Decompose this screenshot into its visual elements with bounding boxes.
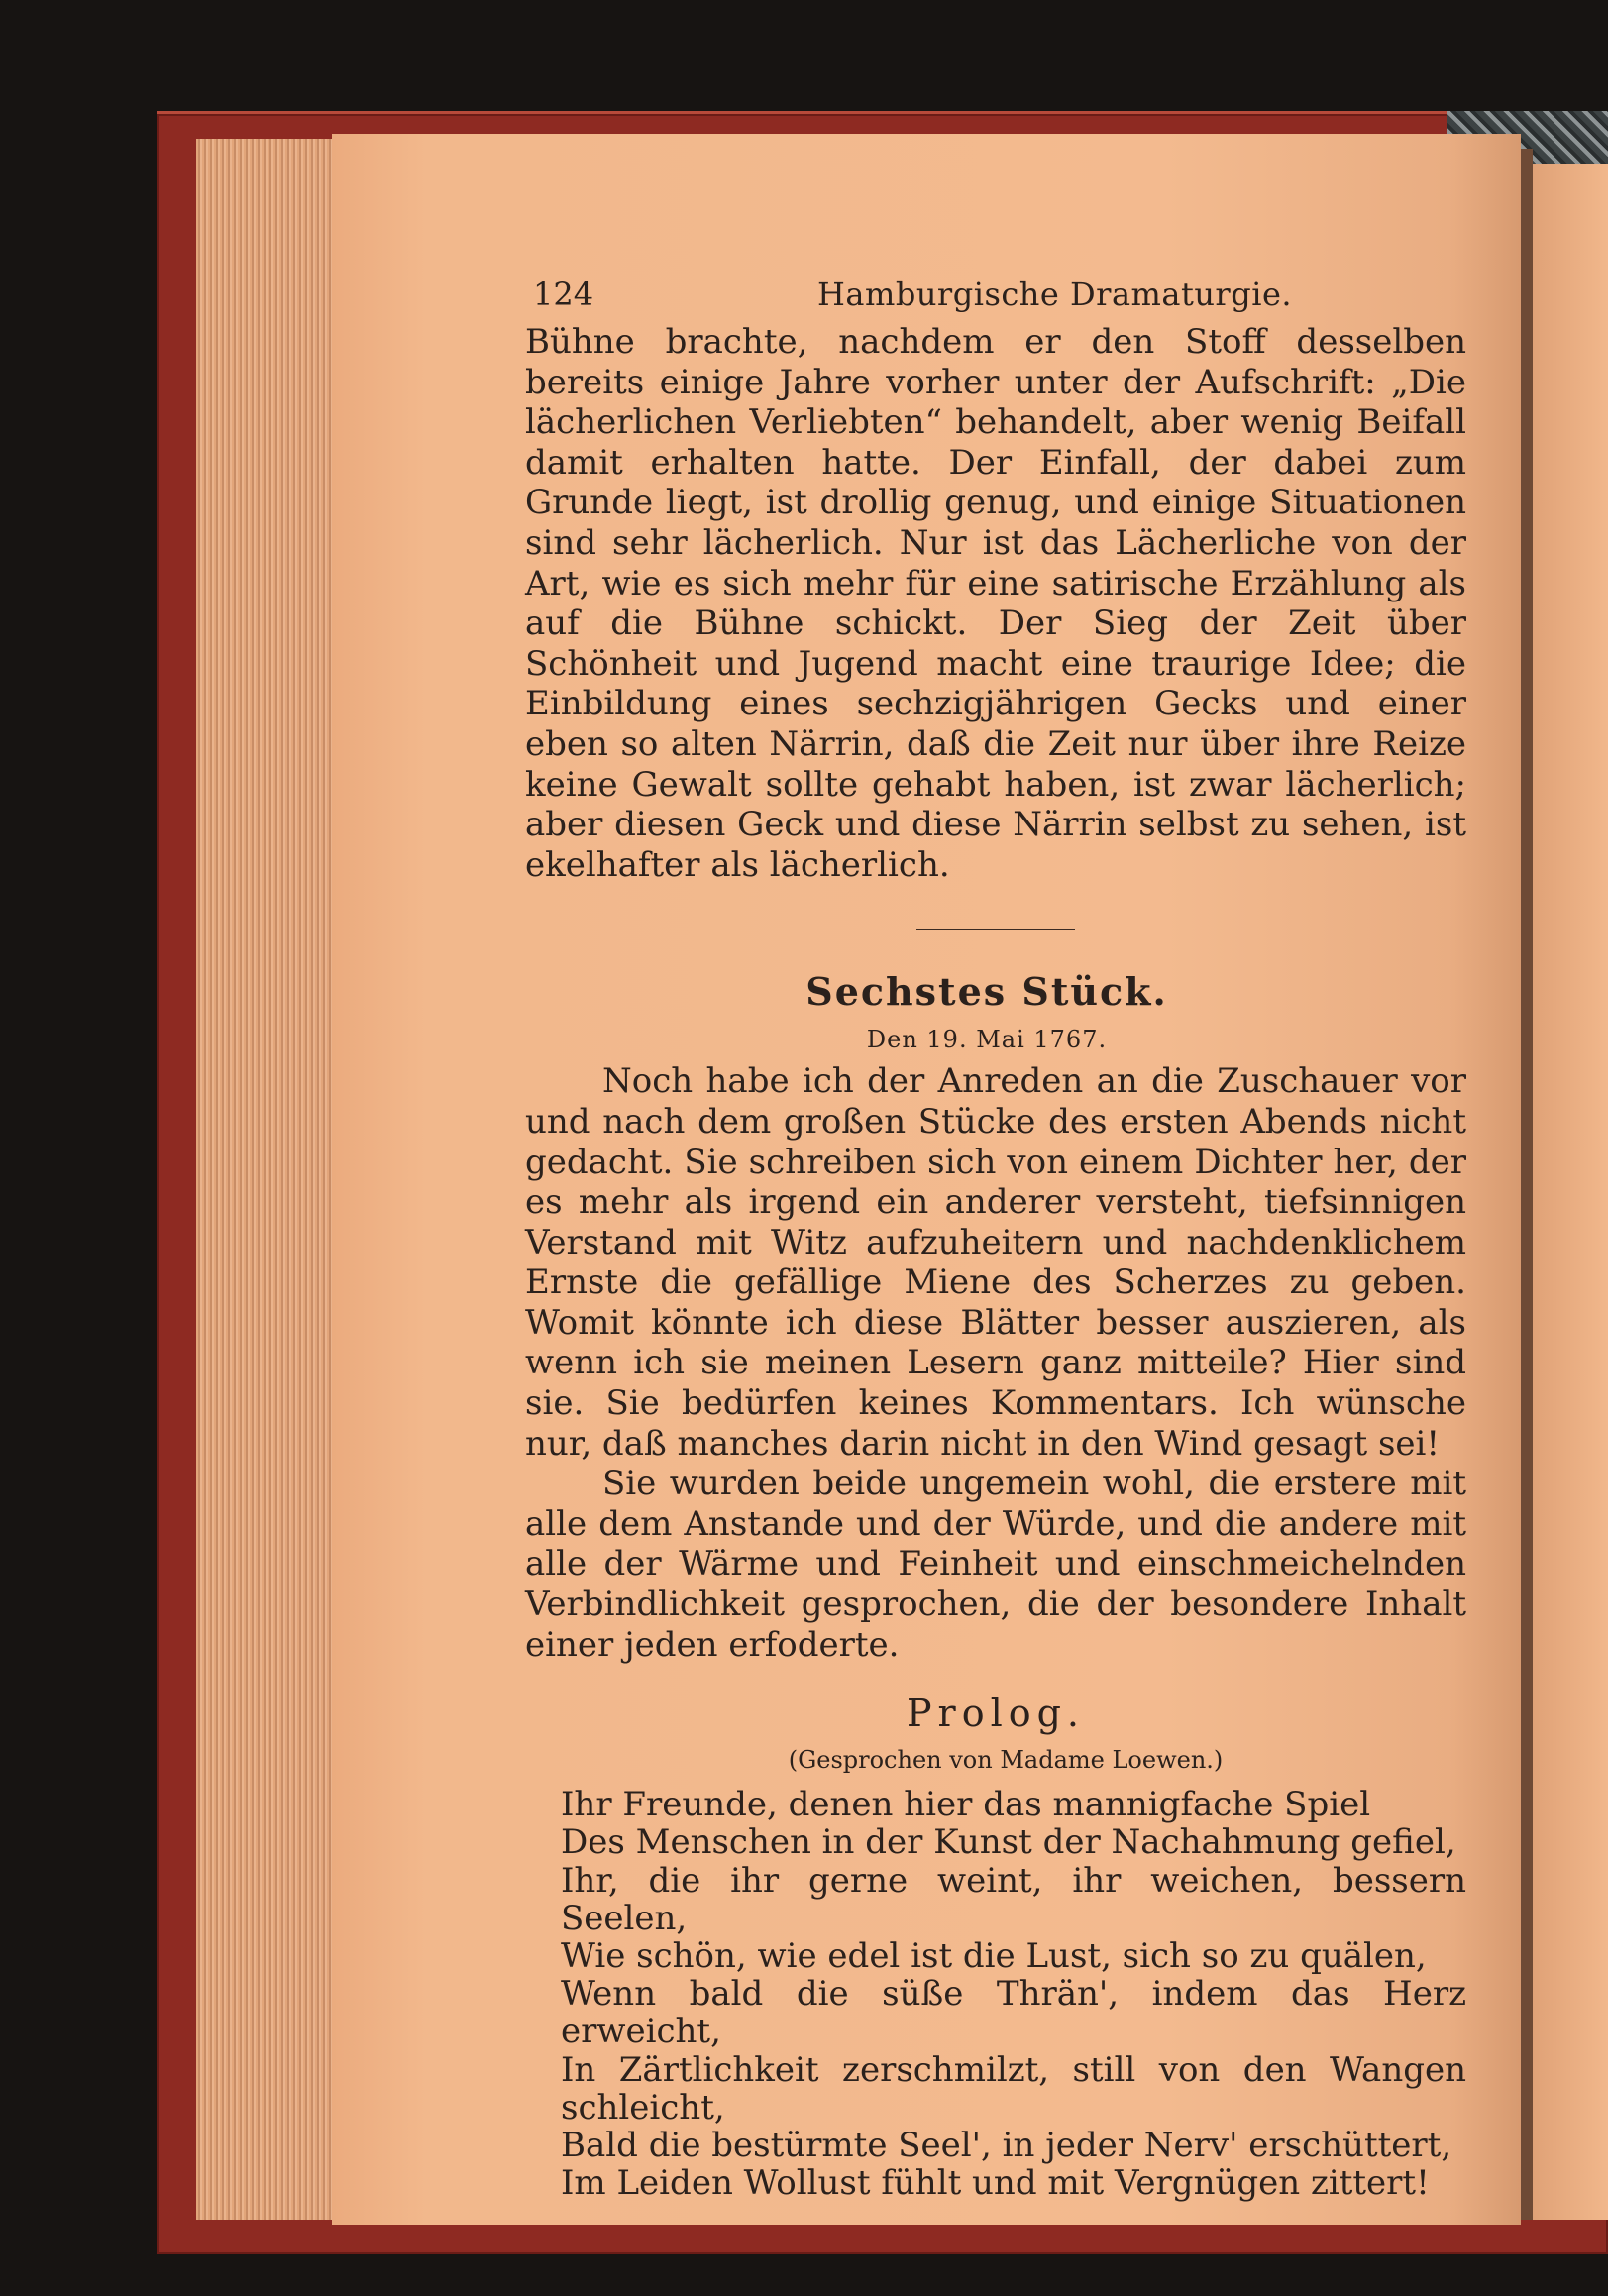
page-number: 124 [533,275,594,313]
paragraph: Sie wurden beide ungemein wohl, die erstere mit alle dem Anstande und der Würde, und die andere mit alle der Wärme und Feinheit und einschmeichelnden Verbindlichkeit gesprochen, die der besondere Inhalt einer jeden erfoderte. [525,1464,1466,1665]
prolog-title: Prolog. [906,1692,1086,1736]
verse-line: Ihr, die ihr gerne weint, ihr weichen, bessern Seelen, [561,1860,1466,1938]
verse-line: Wenn bald die süße Thrän', indem das Herz erweicht, [561,1974,1466,2052]
prolog-verse [561,1786,1466,2202]
page-gutter [1521,149,1533,2220]
page-header [525,268,1466,322]
verse-line: Wie schön, wie edel ist die Lust, sich so zu quälen, [561,1936,1427,1977]
verse-line: Im Leiden Wollust fühlt und mit Vergnügen zittert! [561,2163,1430,2204]
section-title: Sechstes Stück. [805,969,1168,1015]
section-date: Den 19. Mai 1767. [866,1026,1108,1054]
verse-line: Des Menschen in der Kunst der Nachahmung gefiel, [561,1822,1456,1863]
page-edges [196,139,345,2220]
facing-page-edge [1533,164,1608,2220]
paragraph: Noch habe ich der Anreden an die Zuschauer vor und nach dem großen Stücke des ersten Abends nicht gedacht. Sie schreiben sich von einem Dichter her, der es mehr als irgend ein anderer versteht, tiefsinnigen Verstand mit Witz aufzuheitern und nachdenklichem Ernste die gefällige Miene des Scherzes zu geben. Womit könnte ich diese Blätter besser auszieren, als wenn ich sie meinen Lesern ganz mitteile? Hier sind sie. Sie bedürfen keines Kommentars. Ich wünsche nur, daß manches darin nicht in den Wind gesagt sei! [525,1061,1466,1464]
body-text [525,322,1466,2202]
paragraph: Bühne brachte, nachdem er den Stoff desselben bereits einige Jahre vorher unter der Aufschrift: „Die lächerlichen Verliebten“ behandelt, aber wenig Beifall damit erhalten hatte. Der Einfall, der dabei zum Grunde liegt, ist drollig genug, und einige Situationen sind sehr lächerlich. Nur ist das Lächerliche von der Art, wie es sich mehr für eine satirische Erzählung als auf die Bühne schickt. Der Sieg der Zeit über Schönheit und Jugend macht eine traurige Idee; die Einbildung eines sechzigjährigen Gecks und einer eben so alten Närrin, daß die Zeit nur über ihre Reize keine Gewalt sollte gehabt haben, ist zwar lächerlich; aber diesen Geck und diese Närrin selbst zu sehen, ist ekelhafter als lächerlich. [525,322,1466,885]
running-title: Hamburgische Dramaturgie. [817,275,1293,313]
page-text [525,268,1466,2202]
prolog-note: (Gesprochen von Madame Loewen.) [788,1746,1224,1775]
verse-line: In Zärtlichkeit zerschmilzt, still von den Wangen schleicht, [561,2049,1466,2128]
verse-line: Ihr Freunde, denen hier das mannigfache Spiel [561,1785,1371,1825]
section-divider [916,929,1075,930]
verse-line: Bald die bestürmte Seel', in jeder Nerv' erschüttert, [561,2126,1452,2166]
